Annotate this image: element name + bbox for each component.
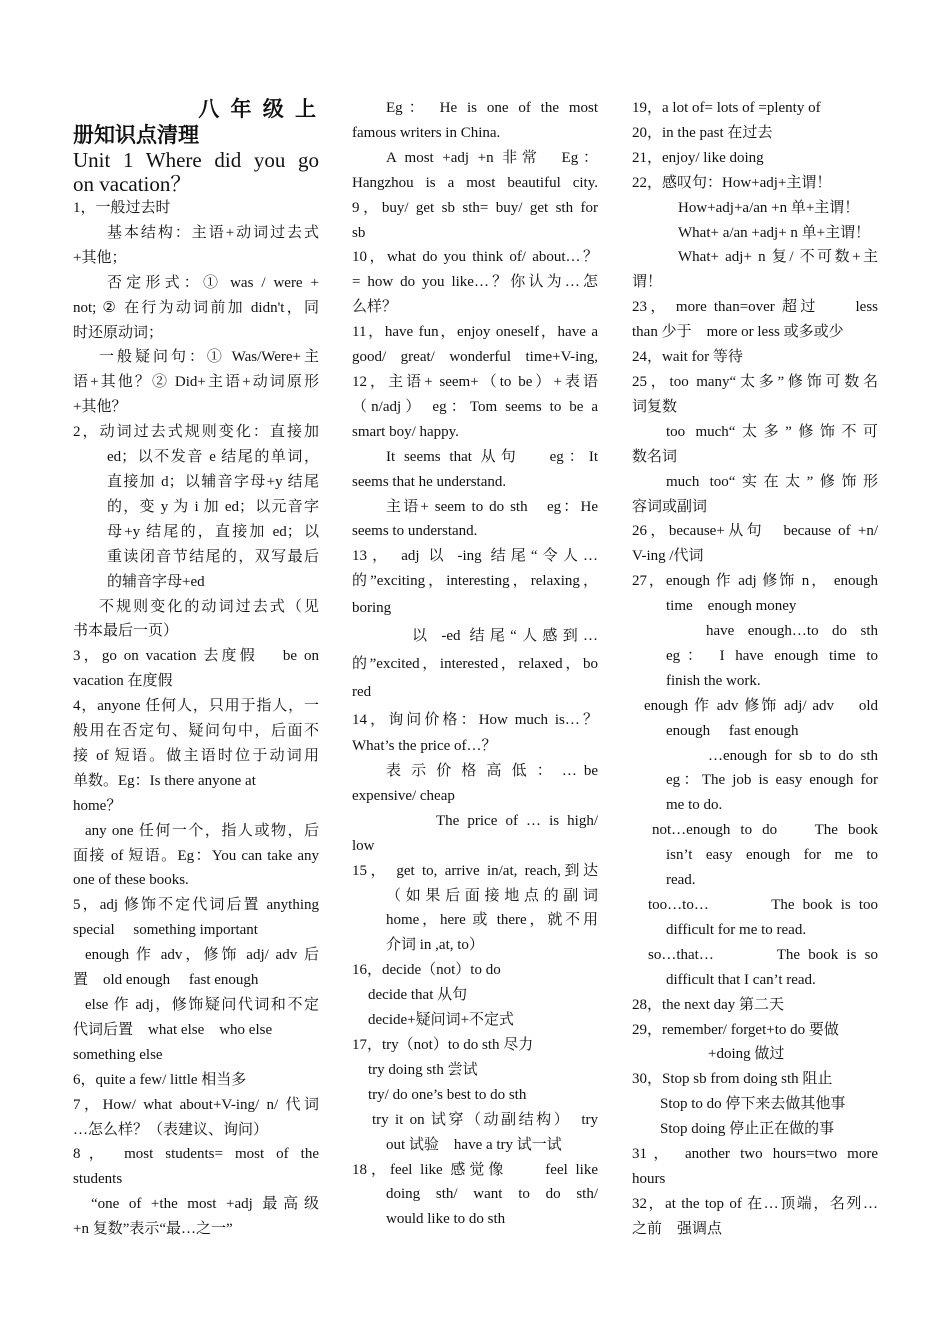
- text-line: Hangzhou is a most beautiful city.: [352, 174, 598, 191]
- text-line: 般用在否定句、疑问句中，后面不: [73, 723, 319, 740]
- text-line: enough 作 adv，修饰 adj/ adv 后: [85, 947, 319, 964]
- text-line: one of these books.: [73, 872, 189, 889]
- text-line: out 试验 have a try 试一试: [386, 1136, 562, 1153]
- column-3: [632, 96, 878, 1242]
- text-line: 单数。Eg：Is there anyone at: [73, 772, 256, 789]
- text-line: “one of +the most +adj 最高级: [91, 1196, 319, 1213]
- text-line: （如果后面接地点的副词: [386, 887, 598, 904]
- text-line: 时还原动词；: [73, 324, 164, 341]
- text-line: 2，动词过去式规则变化：直接加: [73, 424, 319, 441]
- text-line: expensive/ cheap: [352, 787, 455, 804]
- text-line: 母+y 结尾的，直接加 ed；以: [107, 523, 319, 540]
- text-line: enough fast enough: [666, 722, 799, 739]
- text-line: 28，the next day 第二天: [632, 996, 785, 1013]
- text-line: 书本最后一页）: [73, 623, 179, 640]
- text-line: good/ great/ wonderful time+V-ing,: [352, 349, 598, 366]
- text-line: would like to do sth: [386, 1211, 506, 1228]
- text-line: doing sth/ want to do sth/: [386, 1186, 598, 1203]
- text-line: +n 复数”表示“最…之一”: [73, 1221, 233, 1238]
- text-line: 13， adj 以 -ing 结尾“令人…: [352, 548, 598, 565]
- text-line: 21，enjoy/ like doing: [632, 149, 764, 166]
- text-line: read.: [666, 872, 696, 889]
- column-2: [352, 96, 598, 1232]
- text-line: 27，enough 作 adj 修饰 n， enough: [632, 573, 878, 590]
- text-line: 4，anyone 任何人，只用于指人，一: [73, 698, 319, 715]
- text-line: 一般疑问句：① Was/Were+主: [99, 349, 319, 366]
- text-line: finish the work.: [666, 672, 761, 689]
- text-line: home？: [73, 797, 122, 814]
- text-line: try doing sth 尝试: [368, 1061, 478, 1078]
- text-line: 19，a lot of= lots of =plenty of: [632, 100, 821, 116]
- page-title-line-1: 八 年 级 上: [198, 97, 319, 121]
- text-line: too much“太多”修饰不可: [666, 423, 878, 440]
- text-line: eg：The job is easy enough for: [666, 772, 878, 789]
- unit-heading-line-2: on vacation？: [73, 172, 192, 196]
- text-line: …enough for sb to do sth: [708, 747, 878, 764]
- text-line: 的”exciting，interesting，relaxing，: [352, 573, 598, 590]
- column-1: [73, 96, 319, 1242]
- text-line: Stop doing 停止正在做的事: [660, 1121, 835, 1138]
- text-line: Stop to do 停下来去做其他事: [660, 1096, 846, 1113]
- text-line: enough 作 adv 修饰 adj/ adv old: [644, 697, 878, 714]
- text-line: 9，buy/ get sb sth= buy/ get sth for: [352, 199, 598, 216]
- text-line: 11，have fun，enjoy oneself，have a: [352, 324, 598, 341]
- text-line: 23， more than=over 超过 less: [632, 299, 878, 316]
- text-line: famous writers in China.: [352, 124, 501, 141]
- text-line: 主语+ seem to do sth eg：He: [386, 498, 598, 515]
- text-line: have enough…to do sth: [706, 623, 878, 640]
- text-line: special something important: [73, 922, 258, 939]
- text-line: +其他；: [73, 249, 127, 266]
- text-line: 5，adj 修饰不定代词后置 anything: [73, 897, 319, 914]
- text-line: 20，in the past 在过去: [632, 124, 773, 141]
- text-line: me to do.: [666, 797, 723, 814]
- text-line: 重读闭音节结尾的，双写最后: [107, 548, 319, 565]
- text-line: sb: [352, 224, 366, 241]
- text-line: decide that 从句: [368, 987, 468, 1004]
- text-line: time enough money: [666, 598, 797, 615]
- text-line: 置 old enough fast enough: [73, 972, 259, 989]
- text-line: 基本结构：主语+动词过去式: [107, 224, 319, 241]
- text-line: 29，remember/ forget+to do 要做: [632, 1021, 839, 1038]
- text-line: any one 任何一个，指人或物，后: [85, 822, 319, 839]
- text-line: 否定形式：① was / were +: [107, 274, 319, 291]
- text-line: smart boy/ happy.: [352, 423, 459, 440]
- text-line: 12，主语+ seem+（to be）+表语: [352, 373, 598, 390]
- text-line: so…that… The book is so: [648, 946, 878, 963]
- text-line: 18，feel like 感觉像 feel like: [352, 1161, 598, 1178]
- text-line: What+ adj+ n 复/ 不可数+主: [678, 249, 878, 266]
- text-line: 面接 of 短语。Eg：You can take any: [73, 847, 319, 864]
- text-line: 词复数: [632, 398, 678, 415]
- text-line: 3，go on vacation 去度假 be on: [73, 648, 319, 665]
- text-line: 以 -ed 结尾“人感到…: [412, 628, 598, 645]
- text-line: 17，try（not）to do sth 尽力: [352, 1037, 534, 1053]
- text-line: 25，too many“太多”修饰可数名: [632, 373, 878, 390]
- text-line: else 作 adj，修饰疑问代词和不定: [85, 997, 319, 1013]
- text-line: 22，感叹句：How+adj+主谓！: [632, 174, 832, 191]
- text-line: 14，询问价格：How much is…？: [352, 712, 598, 729]
- text-line: 语+其他？② Did+主语+动词原形: [73, 374, 319, 391]
- text-line: 24，wait for 等待: [632, 349, 743, 366]
- text-line: boring: [352, 600, 392, 617]
- text-line: 接 of 短语。做主语时位于动词用: [73, 747, 319, 764]
- text-line: +doing 做过: [708, 1046, 785, 1063]
- text-line: 26，because+从句 because of +n/: [632, 523, 878, 540]
- text-line: 10，what do you think of/ about…？: [352, 249, 598, 266]
- text-line: What’s the price of…？: [352, 738, 497, 755]
- text-line: seems to understand.: [352, 523, 478, 540]
- text-line: 1，一般过去时: [73, 200, 171, 216]
- text-line: try/ do one’s best to do sth: [368, 1086, 527, 1103]
- text-line: 6，quite a few/ little 相当多: [73, 1071, 247, 1088]
- text-line: 代词后置 what else who else: [73, 1021, 273, 1038]
- text-line: = how do you like…？你认为…怎: [352, 274, 598, 291]
- text-line: 31， another two hours=two more: [632, 1146, 878, 1163]
- text-line: not…enough to do The book: [652, 822, 878, 839]
- text-line: 直接加 d；以辅音字母+y 结尾: [107, 473, 319, 490]
- unit-heading-line-1: Unit 1 Where did you go: [73, 148, 319, 172]
- text-line: ed；以不发音 e 结尾的单词，: [107, 449, 319, 466]
- text-line: 之前 强调点: [632, 1220, 723, 1237]
- text-line: A most +adj +n 非常 Eg：: [386, 149, 598, 166]
- text-line: something else: [73, 1046, 163, 1063]
- text-line: 32，at the top of 在…顶端，名列…: [632, 1195, 878, 1212]
- text-line: hours: [632, 1170, 666, 1187]
- text-line: students: [73, 1171, 123, 1188]
- text-line: The price of … is high/: [436, 812, 598, 829]
- text-line: +其他？: [73, 399, 127, 416]
- text-line: 7，How/ what about+V-ing/ n/ 代词: [73, 1096, 319, 1113]
- text-line: 介词 in ,at, to）: [386, 937, 484, 954]
- text-line: 的，变 y 为 i 加 ed；以元音字: [107, 498, 319, 515]
- text-line: What+ a/an +adj+ n 单+主谓！: [678, 224, 871, 241]
- text-line: low: [352, 837, 375, 854]
- text-line: 数名词: [632, 448, 678, 465]
- text-line: try it on 试穿（动副结构） try: [372, 1111, 598, 1128]
- text-line: （n/adj） eg：Tom seems to be a: [352, 398, 598, 415]
- text-line: decide+疑问词+不定式: [368, 1012, 515, 1029]
- text-line: 30，Stop sb from doing sth 阻止: [632, 1071, 833, 1088]
- text-line: difficult for me to read.: [666, 921, 807, 938]
- text-line: than 少于 more or less 或多或少: [632, 324, 844, 341]
- text-line: 的”excited，interested，relaxed，bo: [352, 656, 598, 673]
- text-line: home，here 或 there，就不用: [386, 912, 598, 929]
- text-line: eg： I have enough time to: [666, 647, 878, 664]
- text-line: 表 示 价 格 高 低 ： … be: [386, 763, 598, 780]
- text-line: 16，decide（not）to do: [352, 962, 501, 979]
- text-line: It seems that 从句 eg：It: [386, 448, 598, 465]
- text-line: much too“实在太”修饰形: [666, 473, 878, 490]
- text-line: 谓！: [632, 274, 663, 291]
- text-line: red: [352, 684, 372, 701]
- text-line: …怎么样？（表建议、询问）: [73, 1121, 269, 1138]
- text-line: How+adj+a/an +n 单+主谓！: [678, 199, 860, 216]
- text-line: not; ② 在行为动词前加 didn't，同: [73, 299, 319, 316]
- text-line: isn’t easy enough for me to: [666, 847, 878, 864]
- text-line: difficult that I can’t read.: [666, 971, 816, 988]
- text-line: 的辅音字母+ed: [107, 573, 205, 590]
- text-line: Eg： He is one of the most: [386, 100, 598, 116]
- text-line: 不规则变化的动词过去式（见: [99, 598, 319, 615]
- page-title-line-2: 册知识点清理: [73, 123, 199, 147]
- text-line: 么样？: [352, 299, 398, 316]
- text-line: 容词或副词: [632, 498, 708, 515]
- text-line: 8， most students= most of the: [73, 1146, 319, 1163]
- text-line: V-ing /代词: [632, 548, 704, 565]
- text-line: seems that he understand.: [352, 473, 507, 490]
- text-line: vacation 在度假: [73, 673, 173, 690]
- text-line: 15， get to, arrive in/at, reach,到达: [352, 862, 598, 879]
- text-line: too…to… The book is too: [648, 897, 878, 913]
